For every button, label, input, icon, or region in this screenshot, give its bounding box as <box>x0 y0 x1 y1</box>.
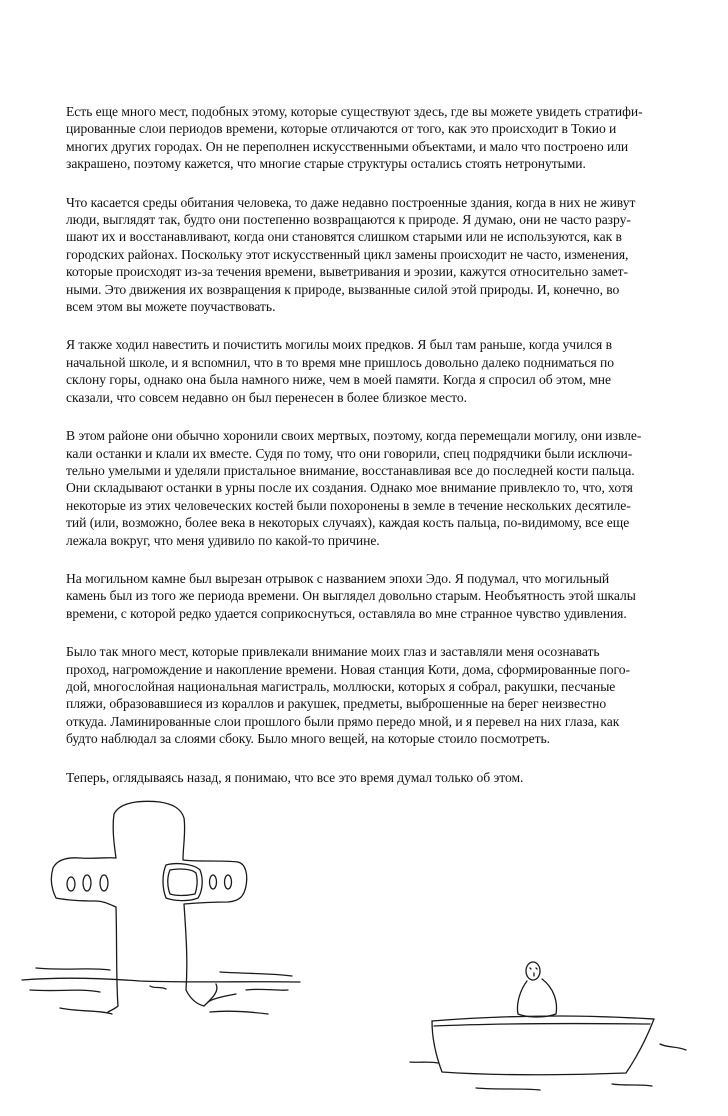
paragraph-5 <box>66 570 676 622</box>
text-line: закрашено, поэтому кажется, что многие старые структуры остались стоять нетронутыми. <box>66 156 586 172</box>
paragraph-6 <box>66 643 676 747</box>
text-line: лежала вокруг, что меня удивило по какой-то причине. <box>66 532 380 548</box>
paragraph-2 <box>66 194 676 316</box>
text-line: Есть еще много мест, подобных этому, которые существуют здесь, где вы можете увидеть стратифи- <box>66 104 643 119</box>
text-line: Что касается среды обитания человека, то даже недавно построенные здания, когда в них не живут <box>66 194 636 210</box>
figure-in-boat-sketch <box>410 962 686 1090</box>
text-line: склону горы, однако она была намного ниже, чем в моей памяти. Когда я спросил об этом, мне <box>66 372 611 388</box>
paragraph-1 <box>66 103 676 173</box>
text-line: тий (или, возможно, более века в некоторых случаях), каждая кость пальца, по-видимому, все еще <box>66 515 630 531</box>
text-line: всем этом вы можете поучаствовать. <box>66 299 276 315</box>
paragraph-4 <box>66 427 676 549</box>
essay-text <box>66 103 676 786</box>
text-line: ными. Это движения их возвращения к природе, вызванные силой этой природы. И, конечно, во <box>66 281 620 297</box>
sketch-illustration <box>0 780 728 1111</box>
text-line: шают их и восстанавливают, когда они становятся слишком старыми или не используются, как в <box>66 229 622 245</box>
text-line: проход, нагромождение и накопление времени. Новая станция Коти, дома, сформированные пого- <box>66 661 630 677</box>
text-line: На могильном камне был вырезан отрывок с названием эпохи Эдо. Я подумал, что могильный <box>66 570 610 586</box>
text-line: камень был из того же периода времени. Он выглядел довольно старым. Необъятность этой шкалы <box>66 588 636 604</box>
text-line: Было так много мест, которые привлекали внимание моих глаз и заставляли меня осознавать <box>66 644 600 660</box>
text-line: пляжи, образовавшиеся из кораллов и ракушек, предметы, выброшенные на берег неизвестно <box>66 696 607 712</box>
text-line: сказали, что совсем недавно он был перенесен в более близкое место. <box>66 389 467 405</box>
text-line: В этом районе они обычно хоронили своих мертвых, поэтому, когда перемещали могилу, они извле- <box>66 428 642 444</box>
gravestone-sketch <box>22 801 300 1014</box>
text-line: времени, с которой редко удается соприкоснуться, оставляла во мне странное чувство удивления. <box>66 605 627 621</box>
text-line: люди, выглядят так, будто они постепенно возвращаются к природе. Я думаю, они не часто разру- <box>66 212 631 228</box>
text-line: откуда. Ламинированные слои прошлого были прямо передо мной, и я перевел на них глаза, как <box>66 713 620 729</box>
text-line: городских районах. Поскольку этот искусственный цикл замены происходит не часто, изменения, <box>66 246 629 262</box>
text-line: Я также ходил навестить и почистить могилы моих предков. Я был там раньше, когда учился в <box>66 337 612 353</box>
text-line: Теперь, оглядываясь назад, я понимаю, что все это время думал только об этом. <box>66 769 524 785</box>
text-line: многих других городах. Он не переполнен искусственными объектами, и мало что построено или <box>66 138 629 154</box>
text-line: тельно умелыми и уделяли пристальное внимание, восстанавливая все до последней кости пальца. <box>66 462 635 478</box>
text-line: будто наблюдал за слоями сбоку. Было много вещей, на которые стоило посмотреть. <box>66 731 551 747</box>
text-line: некоторые из этих человеческих костей были похоронены в земле в течение нескольких десятиле- <box>66 497 631 513</box>
sketch-svg <box>0 780 728 1111</box>
text-line: Они складывают останки в урны после их создания. Однако мое внимание привлекло то, что, хотя <box>66 480 633 496</box>
text-line: которые происходят из-за течения времени, выветривания и эрозии, кажутся относительно замет- <box>66 264 628 280</box>
text-line: цированные слои периодов времени, которые отличаются от того, как это происходит в Токио и <box>66 121 617 137</box>
text-line: начальной школе, и я вспомнил, что в то время мне пришлось довольно далеко подниматься по <box>66 354 614 370</box>
text-line: дой, многослойная национальная магистраль, моллюски, которых я собрал, ракушки, песчаные <box>66 678 616 694</box>
paragraph-3 <box>66 336 676 406</box>
text-line: кали останки и клали их вместе. Судя по тому, что они говорили, спец подрядчики были исключи- <box>66 445 633 461</box>
